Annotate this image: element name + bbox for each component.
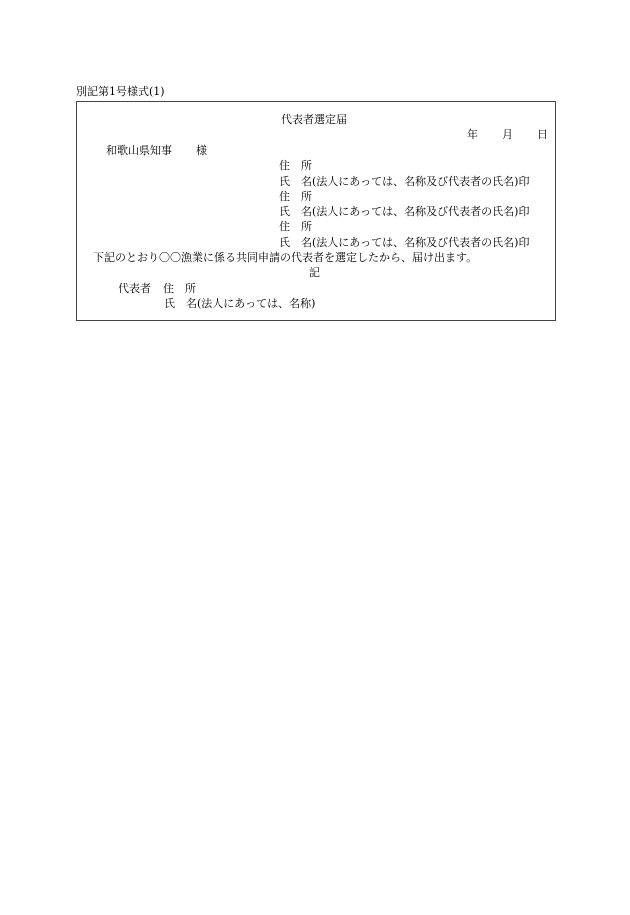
applicant-3-address-label: 住 所 [279,220,312,233]
date-day-label: 日 [537,128,548,141]
representative-name-label: 氏 名(法人にあっては、名称) [164,297,316,310]
applicant-1-address-label: 住 所 [279,159,312,172]
representative-label: 代表者 [118,282,151,295]
date-line [467,129,548,140]
addressee-honorific: 様 [196,144,207,157]
addressee-name: 和歌山県知事 [106,144,172,157]
applicant-1-name-label: 氏 名(法人にあっては、名称及び代表者の氏名)印 [279,175,530,188]
note-heading: 記 [309,266,320,279]
applicant-2-address-label: 住 所 [279,190,312,203]
form-title: 代表者選定届 [281,113,347,126]
applicant-2-name-label: 氏 名(法人にあっては、名称及び代表者の氏名)印 [279,205,530,218]
form-number-label: 別記第1号様式(1) [76,85,165,98]
date-year-label: 年 [467,128,478,141]
applicant-3-name-label: 氏 名(法人にあっては、名称及び代表者の氏名)印 [279,236,530,249]
representative-address-label: 住 所 [163,282,196,295]
date-month-label: 月 [502,128,513,141]
statement-text: 下記のとおり〇〇漁業に係る共同申請の代表者を選定したから、届け出ます。 [93,251,478,264]
representative-address-line [118,283,196,294]
addressee-line [106,145,207,156]
